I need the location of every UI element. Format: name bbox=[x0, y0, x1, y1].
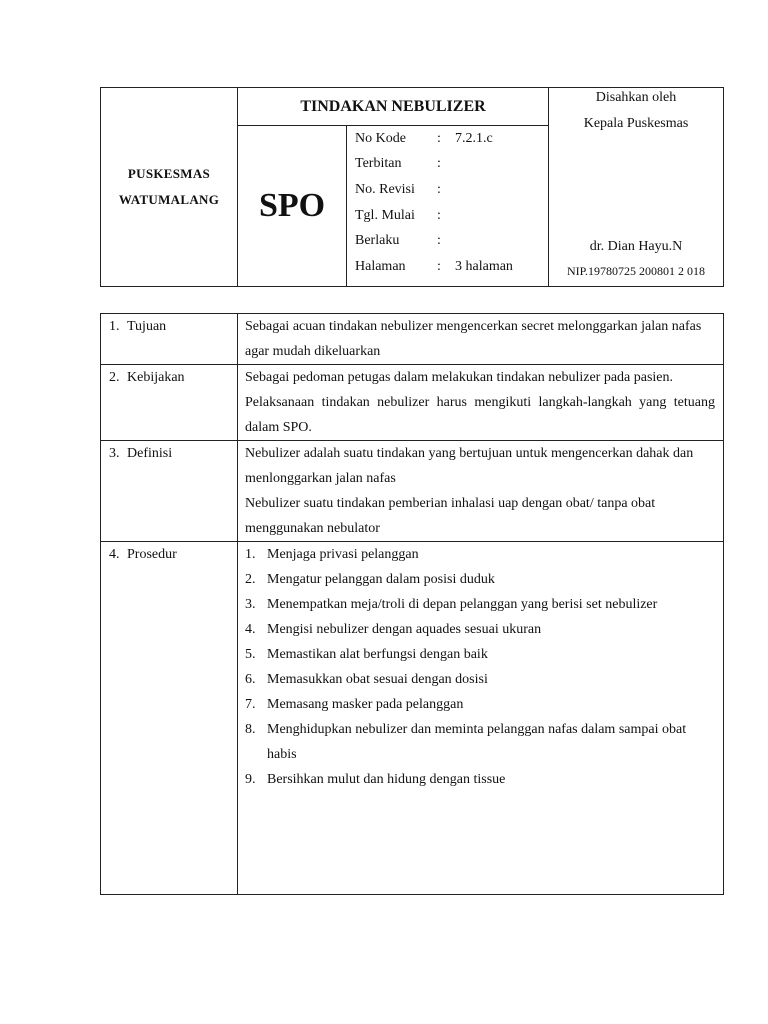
section-prosedur bbox=[101, 542, 724, 895]
meta-row: No Kode : 7.2.1.c bbox=[355, 130, 493, 146]
list-item: 7. Memasang masker pada pelanggan bbox=[245, 697, 464, 712]
meta-row: Terbitan : bbox=[355, 156, 441, 172]
meta-row: Berlaku : bbox=[355, 233, 441, 249]
section-content bbox=[238, 365, 724, 441]
list-item: 4. Mengisi nebulizer dengan aquades sesuai ukuran bbox=[245, 622, 542, 637]
list-item: 3. Menempatkan meja/troli di depan pelanggan yang berisi set nebulizer bbox=[245, 597, 658, 612]
organization-line1: PUSKESMAS bbox=[127, 166, 211, 181]
section-label: 3. Definisi bbox=[101, 441, 238, 542]
approval-cell bbox=[549, 88, 724, 287]
procedure-steps bbox=[245, 542, 715, 792]
organization-cell bbox=[101, 88, 238, 287]
approver-name: dr. Dian Hayu.N bbox=[589, 239, 683, 254]
approval-line1: Disahkan oleh bbox=[595, 90, 677, 105]
spo-label: SPO bbox=[238, 126, 347, 287]
list-item: 1. Menjaga privasi pelanggan bbox=[245, 547, 419, 562]
document-meta bbox=[347, 126, 549, 287]
section-content bbox=[238, 542, 724, 895]
section-label: 4. Prosedur bbox=[101, 542, 238, 895]
list-item: 9. Bersihkan mulut dan hidung dengan tissue bbox=[245, 772, 506, 787]
section-label: 1. Tujuan bbox=[101, 314, 238, 365]
list-item: 2. Mengatur pelanggan dalam posisi duduk bbox=[245, 572, 495, 587]
document-title: TINDAKAN NEBULIZER bbox=[238, 88, 549, 126]
kebijakan-paragraph: Pelaksanaan tindakan nebulizer harus mengikuti langkah-langkah yang tetuang dalam SPO. bbox=[245, 395, 715, 435]
meta-row: No. Revisi : bbox=[355, 181, 441, 197]
definisi-paragraph: Nebulizer suatu tindakan pemberian inhalasi uap dengan obat/ tanpa obat menggunakan nebulator bbox=[245, 496, 656, 536]
list-item: 5. Memastikan alat berfungsi dengan baik bbox=[245, 647, 488, 662]
list-item: 6. Memasukkan obat sesuai dengan dosisi bbox=[245, 672, 488, 687]
organization-line2: WATUMALANG bbox=[118, 192, 220, 207]
approver-nip: NIP.19780725 200801 2 018 bbox=[566, 264, 705, 278]
section-label: 2. Kebijakan bbox=[101, 365, 238, 441]
header-table bbox=[100, 87, 724, 287]
approval-line2: Kepala Puskesmas bbox=[583, 116, 689, 131]
meta-row: Halaman : 3 halaman bbox=[355, 258, 513, 274]
section-kebijakan bbox=[101, 365, 724, 441]
kebijakan-paragraph: Sebagai pedoman petugas dalam melakukan tindakan nebulizer pada pasien. bbox=[245, 370, 674, 385]
section-tujuan bbox=[101, 314, 724, 365]
list-item: 8. Menghidupkan nebulizer dan meminta pelanggan nafas dalam sampai obat habis bbox=[245, 722, 687, 762]
tujuan-text: Sebagai acuan tindakan nebulizer mengencerkan secret melonggarkan jalan nafas agar mudah dikeluarkan bbox=[245, 319, 702, 359]
definisi-paragraph: Nebulizer adalah suatu tindakan yang bertujuan untuk mengencerkan dahak dan menlonggarkan jalan nafas bbox=[245, 446, 694, 486]
procedure-table bbox=[100, 313, 724, 895]
meta-row: Tgl. Mulai : bbox=[355, 207, 441, 223]
section-content bbox=[238, 314, 724, 365]
section-content bbox=[238, 441, 724, 542]
section-definisi bbox=[101, 441, 724, 542]
